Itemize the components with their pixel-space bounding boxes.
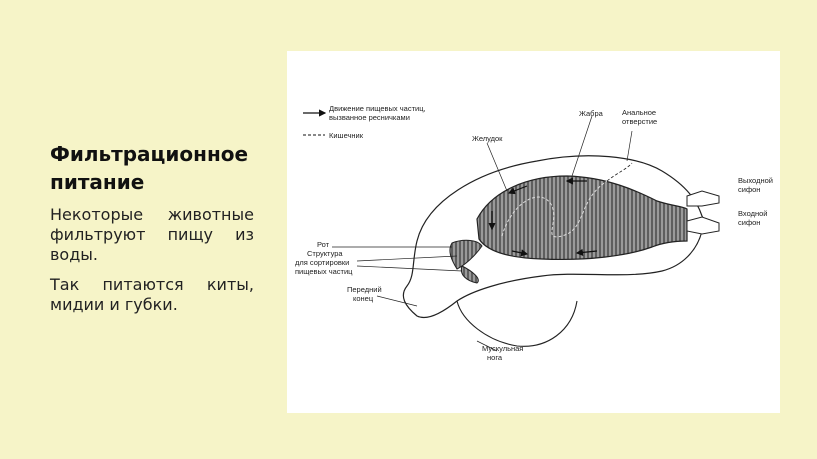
label-sorting-1: Структура — [307, 249, 343, 258]
label-sorting-3: пищевых частиц — [295, 267, 353, 276]
label-gill: Жабра — [579, 109, 603, 118]
label-anal-1: Анальное — [622, 108, 657, 117]
label-stomach: Желудок — [472, 134, 503, 143]
label-exhalant-1: Выходной — [738, 176, 773, 185]
legend — [303, 104, 426, 140]
label-inhalant-1: Входной — [738, 209, 768, 218]
foot-outline — [457, 301, 577, 346]
slide-body — [50, 205, 254, 325]
label-foot-1: Мускульная — [482, 344, 524, 353]
label-exhalant-2: сифон — [738, 185, 761, 194]
label-foot-2: нога — [487, 353, 503, 362]
slide-title: Фильтрационное питание — [50, 142, 249, 194]
label-mouth: Рот — [317, 240, 330, 249]
paragraph-1: Некоторые животные фильтруют пищу из воды. — [50, 205, 254, 264]
label-anterior-1: Передний — [347, 285, 382, 294]
label-sorting-2: для сортировки — [295, 258, 350, 267]
legend-particle-line2: вызванное ресничками — [329, 113, 410, 122]
label-anal-2: отверстие — [622, 117, 658, 126]
legend-intestine: Кишечник — [329, 131, 364, 140]
legend-particle-line1: Движение пищевых частиц, — [329, 104, 426, 113]
label-inhalant-2: сифон — [738, 218, 761, 227]
paragraph-2: Так питаются киты, мидии и губки. — [50, 275, 254, 314]
anatomy-diagram — [287, 51, 780, 413]
label-anterior-2: конец — [353, 294, 374, 303]
mussel-anatomy-figure — [287, 51, 780, 413]
